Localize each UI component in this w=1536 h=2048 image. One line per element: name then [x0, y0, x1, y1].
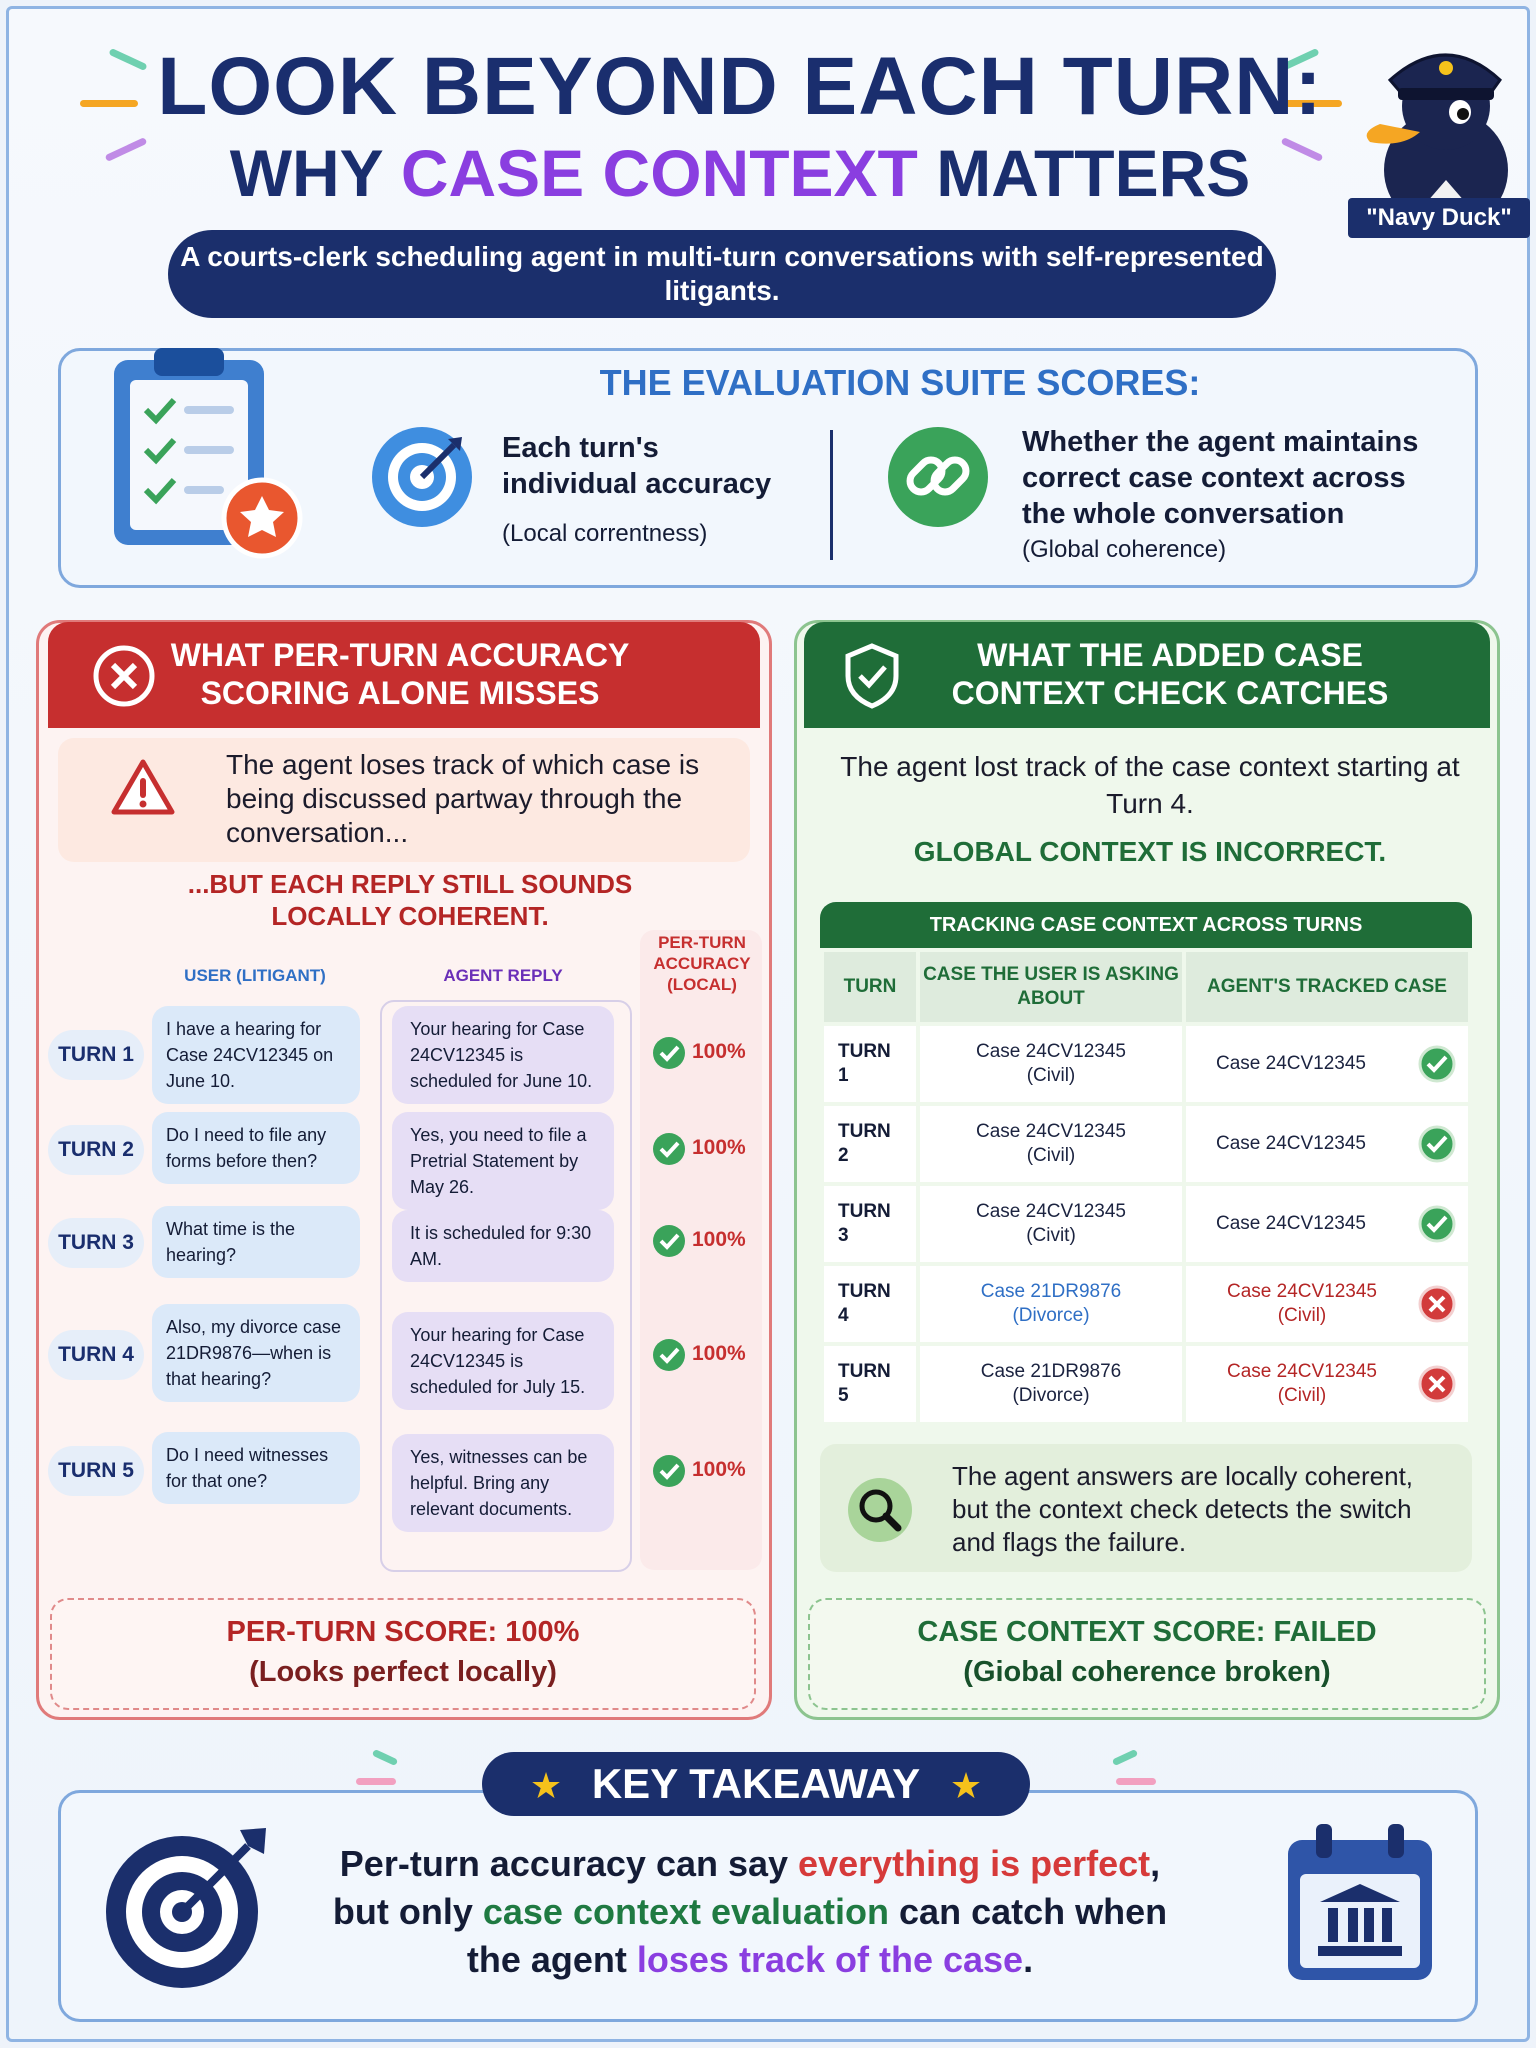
tracking-table — [820, 948, 1472, 1426]
table-cell-turn: TURN 1 — [824, 1026, 916, 1102]
turn-score — [652, 1338, 762, 1372]
context-check-panel-title: WHAT THE ADDED CASE CONTEXT CHECK CATCHES — [951, 637, 1389, 711]
eval-divider — [830, 430, 833, 560]
table-cell-tracked: Case 24CV12345 — [1186, 1106, 1468, 1182]
check-circle-icon — [652, 1338, 686, 1372]
tracking-table-title: TRACKING CASE CONTEXT ACROSS TURNS — [820, 902, 1472, 948]
context-score-note: (Giobal coherence broken) — [963, 1656, 1331, 1688]
table-cell-asking: Case 21DR9876 (Divorce) — [920, 1266, 1182, 1342]
table-cell-tracked: Case 24CV12345 — [1186, 1026, 1468, 1102]
check-circle-icon — [1418, 1045, 1456, 1083]
user-message: I have a hearing for Case 24CV12345 on June 10. — [152, 1006, 360, 1104]
subtitle-pill: A courts-clerk scheduling agent in multi-turn conversations with self-represented litigants. — [168, 230, 1276, 318]
turn-score-value: 100% — [692, 1342, 746, 1365]
turn-score-value: 100% — [692, 1458, 746, 1481]
column-header-score: PER-TURN ACCURACY (LOCAL) — [653, 933, 751, 994]
agent-reply: Your hearing for Case 24CV12345 is scheduled for June 10. — [392, 1006, 614, 1104]
table-row — [824, 1026, 1468, 1102]
check-circle-icon — [652, 1132, 686, 1166]
table-cell-turn: TURN 5 — [824, 1346, 916, 1422]
magnifier-icon — [846, 1476, 914, 1544]
table-row — [824, 1266, 1468, 1342]
warning-icon — [110, 758, 176, 816]
table-header-turn: TURN — [824, 952, 916, 1022]
target-arrow-icon — [100, 1818, 276, 1994]
table-cell-asking: Case 21DR9876 (Divorce) — [920, 1346, 1182, 1422]
turn-score — [652, 1132, 762, 1166]
key-takeaway-pill — [482, 1752, 1030, 1816]
highlight-green: case context evaluation — [482, 1891, 890, 1932]
agent-reply: Yes, you need to file a Pretrial Statement by May 26. — [392, 1112, 614, 1210]
turn-score-value: 100% — [692, 1136, 746, 1159]
check-circle-icon — [652, 1224, 686, 1258]
table-cell-tracked: Case 24CV12345 (Civil) — [1186, 1346, 1468, 1422]
per-turn-score-note: (Looks perfect locally) — [249, 1656, 557, 1688]
agent-reply: It is scheduled for 9:30 AM. — [392, 1210, 614, 1282]
column-header-agent: AGENT REPLY — [443, 966, 563, 985]
table-cell-asking: Case 24CV12345 (Civil) — [920, 1106, 1182, 1182]
eval-local-text: Each turn's individual accuracy — [502, 432, 772, 500]
x-circle-icon — [1418, 1365, 1456, 1403]
table-cell-tracked: Case 24CV12345 — [1186, 1186, 1468, 1262]
turn-score-value: 100% — [692, 1228, 746, 1251]
link-icon — [886, 425, 990, 529]
turn-score — [652, 1454, 762, 1488]
user-message: Do I need to file any forms before then? — [152, 1112, 360, 1184]
calendar-courthouse-icon — [1282, 1818, 1438, 1988]
highlight-red: everything is perfect — [798, 1843, 1151, 1884]
table-cell-turn: TURN 4 — [824, 1266, 916, 1342]
table-cell-asking: Case 24CV12345 (Civil) — [920, 1026, 1182, 1102]
mascot-badge: "Navy Duck" — [1348, 198, 1530, 238]
target-icon — [370, 425, 474, 529]
turn-label: TURN 3 — [48, 1218, 144, 1268]
user-message: Also, my divorce case 21DR9876—when is that hearing? — [152, 1304, 360, 1402]
eval-global-sub: (Global coherence) — [1022, 536, 1227, 563]
shield-check-icon — [842, 642, 902, 710]
turn-score — [652, 1224, 762, 1258]
detection-text: The agent answers are locally coherent, but the context check detects the switch and flags the failure. — [952, 1461, 1414, 1557]
table-cell-asking: Case 24CV12345 (Civit) — [920, 1186, 1182, 1262]
turn-label: TURN 2 — [48, 1125, 144, 1175]
locally-coherent-note: ...BUT EACH REPLY STILL SOUNDS LOCALLY COHERENT. — [187, 869, 633, 931]
star-icon: ★ — [529, 1765, 563, 1806]
turn-label: TURN 4 — [48, 1330, 144, 1380]
clipboard-icon — [104, 340, 304, 560]
close-circle-icon — [92, 644, 156, 708]
table-row — [824, 1106, 1468, 1182]
table-row — [824, 1186, 1468, 1262]
turn-score-value: 100% — [692, 1040, 746, 1063]
user-message: What time is the hearing? — [152, 1206, 360, 1278]
decor-dash — [356, 1778, 396, 1785]
eval-global-text: Whether the agent maintains correct case context across the whole conversation — [1022, 426, 1419, 530]
check-circle-icon — [652, 1036, 686, 1070]
user-message: Do I need witnesses for that one? — [152, 1432, 360, 1504]
per-turn-panel-title: WHAT PER-TURN ACCURACY SCORING ALONE MISSES — [170, 637, 630, 711]
key-takeaway-text: Per-turn accuracy can say everything is perfect, but only case context evaluation can catch when the agent loses track of the case. — [332, 1843, 1168, 1980]
check-circle-icon — [1418, 1125, 1456, 1163]
eval-local-sub: (Local correntness) — [502, 520, 708, 547]
agent-reply: Yes, witnesses can be helpful. Bring any relevant documents. — [392, 1434, 614, 1532]
page-subtitle-heading: WHY CASE CONTEXT MATTERS — [229, 136, 1251, 210]
per-turn-score-label: PER-TURN SCORE: 100% — [226, 1616, 580, 1648]
table-cell-turn: TURN 3 — [824, 1186, 916, 1262]
table-header-tracked: AGENT'S TRACKED CASE — [1186, 952, 1468, 1022]
context-score-label: CASE CONTEXT SCORE: FAILED — [917, 1616, 1377, 1648]
title-accent: CASE CONTEXT — [400, 136, 918, 210]
check-circle-icon — [1418, 1205, 1456, 1243]
global-context-verdict: GLOBAL CONTEXT IS INCORRECT. — [913, 836, 1387, 867]
page-title: LOOK BEYOND EACH TURN: — [157, 41, 1323, 132]
table-cell-turn: TURN 2 — [824, 1106, 916, 1182]
table-header-asking: CASE THE USER IS ASKING ABOUT — [920, 952, 1182, 1022]
highlight-purple: loses track of the case — [636, 1939, 1024, 1980]
agent-reply: Your hearing for Case 24CV12345 is scheduled for July 15. — [392, 1312, 614, 1410]
decor-dash — [1116, 1778, 1156, 1785]
turn-label: TURN 1 — [48, 1030, 144, 1080]
table-row — [824, 1346, 1468, 1422]
star-icon: ★ — [949, 1765, 983, 1806]
turn-label: TURN 5 — [48, 1446, 144, 1496]
turn-score — [652, 1036, 762, 1070]
check-circle-icon — [652, 1454, 686, 1488]
warning-text: The agent loses track of which case is being discussed partway through the conversation... — [226, 749, 700, 848]
table-cell-tracked: Case 24CV12345 (Civil) — [1186, 1266, 1468, 1342]
context-check-intro: The agent lost track of the case context starting at Turn 4. — [840, 751, 1460, 819]
x-circle-icon — [1418, 1285, 1456, 1323]
eval-suite-title: THE EVALUATION SUITE SCORES: — [599, 362, 1201, 403]
column-header-user: USER (LITIGANT) — [184, 966, 326, 985]
key-takeaway-label: KEY TAKEAWAY — [591, 1760, 921, 1807]
